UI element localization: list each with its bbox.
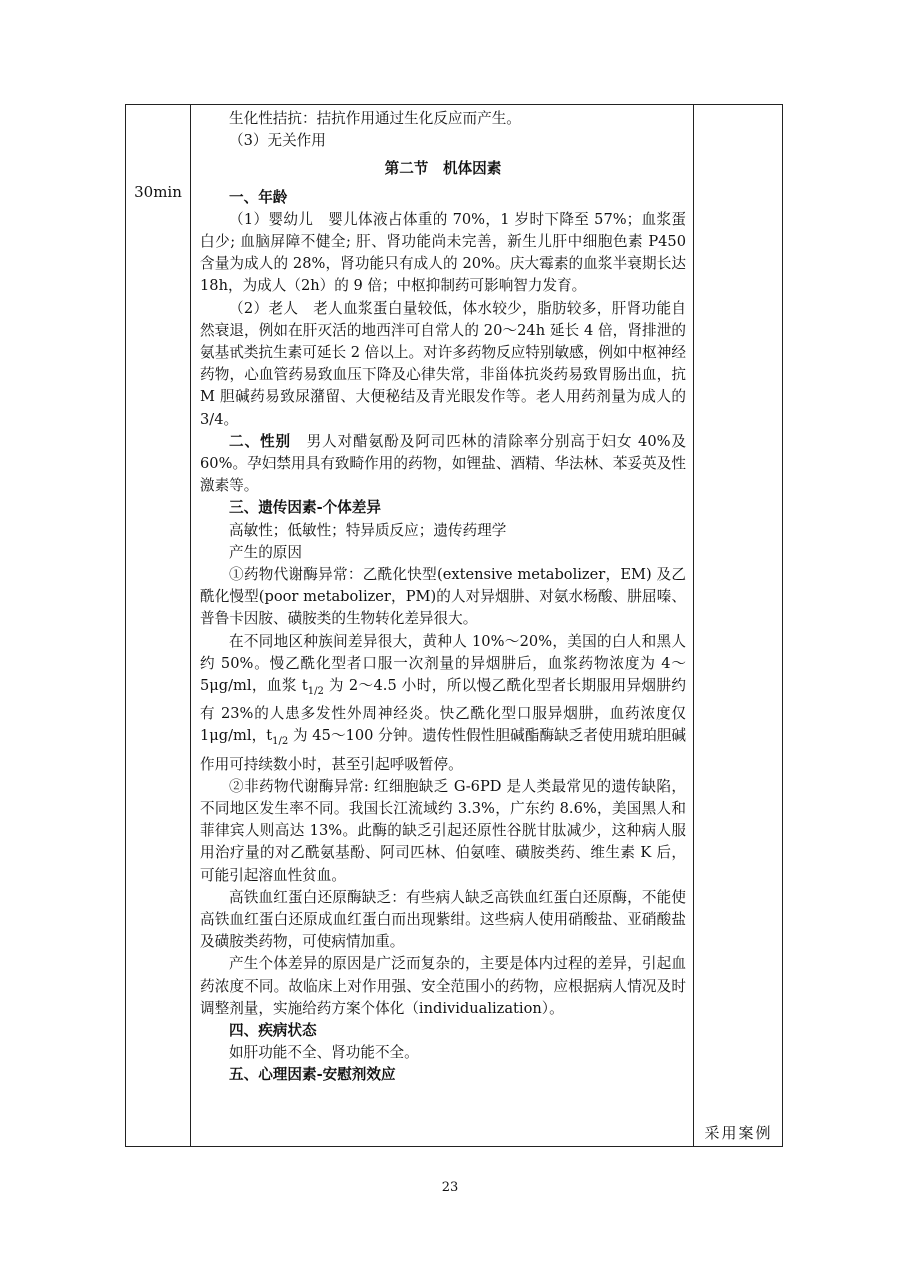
paragraph-elderly: （2）老人 老人血浆蛋白量较低，体水较少，脂肪较多，肝肾功能自然衰退，例如在肝灭活的地西泮可自常人的 20～24h 延长 4 倍，肾排泄的氨基甙类抗生素可延长 2 倍以上。对许多药物反应特别敏感，例如中枢神经药物，心血管药易致血压下降及心律失常，非甾体抗炎药易致胃肠出血，抗 M 胆碱药易致尿潴留、大便秘结及青光眼发作等。老人用药剂量为成人的 3/4。 bbox=[200, 299, 686, 428]
half-life-subscript-1: 1/2 bbox=[307, 685, 324, 697]
half-life-subscript-2: 1/2 bbox=[272, 736, 289, 748]
race-text-c: 为 45～100 分钟。遗传性假性胆碱酯酶缺乏者使用琥珀胆碱作用可持续数小时，甚至引起呼吸暂停。 bbox=[200, 727, 686, 773]
paragraph-disease: 如肝功能不全、肾功能不全。 bbox=[229, 1044, 419, 1062]
paragraph-individualization: 产生个体差异的原因是广泛而复杂的，主要是体内过程的差异，引起血药浓度不同。故临床上对作用强、安全范围小的药物，应根据病人情况及时调整剂量，实施给药方案个体化（individualization）。 bbox=[200, 955, 686, 1017]
time-cell: 30min bbox=[134, 183, 182, 201]
paragraph-sex-text: 男人对醋氨酚及阿司匹林的清除率分别高于妇女 40%及 60%。孕妇禁用具有致畸作用的药物，如锂盐、酒精、华法林、苯妥英及性激素等。 bbox=[200, 432, 686, 495]
note-cell: 采用案例 bbox=[704, 1124, 773, 1142]
paragraph-race-difference bbox=[200, 631, 686, 776]
paragraph-biochemical-antagonism: 生化性拮抗：拮抗作用通过生化反应而产生。 bbox=[229, 110, 521, 127]
column-divider-note bbox=[693, 105, 694, 1146]
heading-disease: 四、疾病状态 bbox=[229, 1021, 317, 1039]
heading-sex: 二、性别 bbox=[229, 432, 292, 450]
paragraph-sensitivity: 高敏性；低敏性；特异质反应；遗传药理学 bbox=[229, 521, 507, 539]
heading-genetic: 三、遗传因素-个体差异 bbox=[229, 499, 381, 517]
paragraph-non-drug-enzyme: ②非药物代谢酶异常: 红细胞缺乏 G-6PD 是人类最常见的遗传缺陷，不同地区发生率不同。我国长江流域约 3.3%，广东约 8.6%，美国黑人和菲律宾人则高达 13%。此酶的缺乏引起还原性谷胱甘肽减少，这种病人服用治疗量的对乙酰氨基酚、阿司匹林、伯氨喹、磺胺类药、维生素 K 后，可能引起溶血性贫血。 bbox=[200, 777, 686, 884]
heading-age: 一、年龄 bbox=[229, 188, 288, 206]
heading-psychological: 五、心理因素-安慰剂效应 bbox=[229, 1066, 396, 1084]
content-cell bbox=[200, 108, 686, 1087]
paragraph-sex bbox=[200, 431, 686, 498]
lesson-table bbox=[125, 104, 783, 1147]
paragraph-causes: 产生的原因 bbox=[229, 543, 302, 561]
page-number: 23 bbox=[441, 1180, 459, 1195]
paragraph-no-interaction: （3）无关作用 bbox=[229, 132, 326, 150]
column-divider-time bbox=[190, 105, 191, 1146]
paragraph-methemoglobin: 高铁血红蛋白还原酶缺乏：有些病人缺乏高铁血红蛋白还原酶，不能使高铁血红蛋白还原成血红蛋白而出现紫绀。这些病人使用硝酸盐、亚硝酸盐及磺胺类药物，可使病情加重。 bbox=[200, 888, 686, 951]
paragraph-drug-enzyme: ①药物代谢酶异常：乙酰化快型(extensive metabolizer，EM) 及乙酰化慢型(poor metabolizer，PM)的人对异烟肼、对氨水杨酸、肼屈嗪、普鲁卡因胺、磺胺类的生物转化差异很大。 bbox=[200, 566, 686, 628]
paragraph-infant: （1）婴幼儿 婴儿体液占体重的 70%，1 岁时下降至 57%；血浆蛋白少; 血脑屏障不健全; 肝、肾功能尚未完善，新生儿肝中细胞色素 P450 含量为成人的 28%，肾功能只有成人的 20%。庆大霉素的血浆半衰期长达 18h，为成人（2h）的 9 倍；中枢抑制药可影响智力发育。 bbox=[200, 210, 686, 295]
race-text-a: 在不同地区种族间差异很大，黄种人 10%～20%，美国的白人和黑人约 50%。慢乙酰化型者口服一次剂量的异烟肼后，血浆药物浓度为 4～5μg/ml，血浆 t bbox=[200, 632, 686, 695]
race-text-b: 为 2～4.5 小时，所以慢乙酰化型者长期服用异烟肼约有 23%的人患多发性外周神经炎。快乙酰化型口服异烟肼，血药浓度仅 1μg/ml，t bbox=[200, 677, 686, 745]
section-title: 第二节 机体因素 bbox=[384, 160, 502, 178]
